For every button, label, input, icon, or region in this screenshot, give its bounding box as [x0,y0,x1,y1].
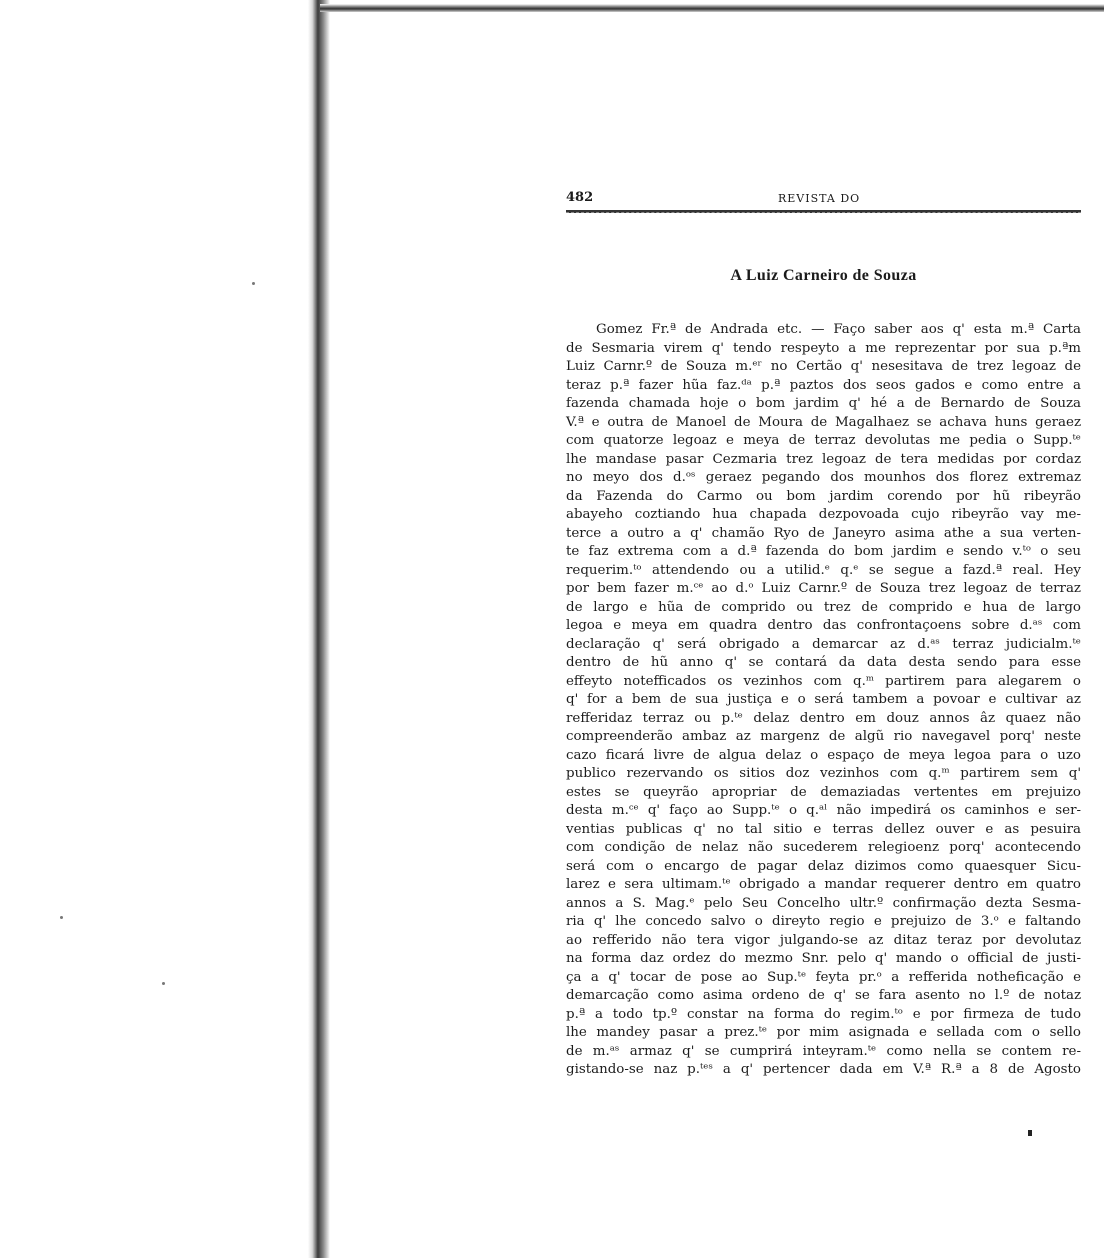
book-page [566,188,1081,1080]
text-line: desta m.ᶜᵉ q' faço ao Supp.ᵗᵉ o q.ᵃˡ não impedirá os caminhos e ser- [566,803,1081,818]
text-line: terce a outro a q' chamão Ryo de Janeyro asima athe a sua verten- [566,525,1081,541]
facing-page-blank [0,0,310,1258]
text-line: ventias publicas q' no tal sitio e terras dellez ouver e as pesuira [566,821,1081,837]
text-line: V.ª e outra de Manoel de Moura de Magalhaez se achava huns geraez [566,414,1081,430]
scan-speck [252,282,255,285]
text-line: no meyo dos d.ᵒˢ geraez pegando dos mounhos dos florez extremaz [566,470,1081,485]
running-head [566,188,1081,208]
text-line: effeyto notefficados os vezinhos com q.ᵐ partirem para alegarem o [566,673,1081,689]
text-line: de Sesmaria virem q' tendo respeyto a me reprezentar por sua p.ªm [566,340,1081,356]
book-spine-edge [308,0,330,1258]
text-line: com condição de nelaz não sucederem relegioenz porq' acontecendo [566,840,1081,855]
scan-speck [60,916,63,919]
text-line: larez e sera ultimam.ᵗᵉ obrigado a mandar requerer dentro em quatro [566,877,1081,892]
text-line: será com o encargo de pagar delaz dizimos como quaesquer Sicu- [566,858,1081,874]
text-line: q' for a bem de sua justiça e o será tambem a povoar e cultivar az [566,692,1081,707]
page-number: 482 [566,190,594,205]
text-line: dentro de hũ anno q' se contará da data desta sendo para esse [566,655,1081,670]
text-line: de m.ᵃˢ armaz q' se cumprirá inteyram.ᵗᵉ como nella se contem re- [566,1043,1081,1059]
text-line: requerim.ᵗᵒ attendendo ou a utilid.ᵉ q.ᵉ se segue a fazd.ª real. Hey [566,562,1081,578]
text-line: cazo ficará livre de algua delaz o espaço de meya legoa para o uzo [566,747,1081,763]
text-line: da Fazenda do Carmo ou bom jardim corendo por hũ ribeyrão [566,488,1081,504]
text-line: teraz p.ª fazer hũa faz.ᵈᵃ p.ª paztos dos seos gados e como entre a [566,377,1081,393]
document-heading: A Luiz Carneiro de Souza [730,267,917,284]
text-line: compreenderão ambaz az margenz de algũ rio navegavel porq' neste [566,729,1081,744]
text-line: Gomez Fr.ª de Andrada etc. — Faço saber aos q' esta m.ª Carta [596,322,1081,337]
text-line: gistando-se naz p.ᵗᵉˢ a q' pertencer dada em V.ª R.ª a 8 de Agosto [566,1062,1081,1077]
text-line: refferidaz terraz ou p.ᵗᵉ delaz dentro em douz annos âz quaez não [566,710,1081,726]
page-mark [1028,1130,1032,1136]
text-line: lhe mandase pasar Cezmaria trez legoaz de tera medidas por cordaz [566,451,1081,467]
text-line: te faz extrema com a d.ª fazenda do bom jardim e sendo v.ᵗᵒ o seu [566,544,1081,559]
text-line: por bem fazer m.ᶜᵉ ao d.ᵒ Luiz Carnr.º de Souza trez legoaz de terraz [566,581,1081,596]
text-line: legoa e meya em quadra dentro das confrontaçoens sobre d.ᵃˢ com [566,618,1081,633]
text-line: demarcação como asima ordeno de q' se fara asento no l.º de notaz [566,988,1081,1003]
text-line: declaração q' será obrigado a demarcar az d.ᵃˢ terraz judicialm.ᵗᵉ [566,636,1081,652]
text-line: de largo e hũa de comprido ou trez de comprido e hua de largo [566,599,1081,615]
text-line: estes se queyrão apropriar de demaziadas vertentes em prejuizo [566,784,1081,800]
text-line: Luiz Carnr.º de Souza m.ᵉʳ no Certão q' nesesitava de trez legoaz de [566,359,1081,374]
text-line: lhe mandey pasar a prez.ᵗᵉ por mim asignada e sellada com o sello [566,1025,1081,1040]
running-title: REVISTA DO [778,192,861,205]
header-rule [566,210,1081,213]
text-line: ria q' lhe concedo salvo o direyto regio e prejuizo de 3.ᵒ e faltando [566,914,1081,929]
text-line: fazenda chamada hoje o bom jardim q' hé a de Bernardo de Souza [566,396,1081,411]
text-line: abayeho coztiando hua chapada dezpovoada cujo ribeyrão vay me- [566,507,1081,522]
text-line: na forma daz ordez do mezmo Snr. pelo q' mando o official de justi- [566,951,1081,966]
text-line: publico rezervando os sitios doz vezinhos com q.ᵐ partirem sem q' [566,766,1081,781]
text-line: annos a S. Mag.ᵉ pelo Seu Concelho ultr.º confirmação dezta Sesma- [566,895,1081,911]
text-line: ao refferido não tera vigor julgando-se az ditaz teraz por devolutaz [566,932,1081,948]
document-body [566,321,1081,1080]
text-line: p.ª a todo tp.º constar na forma do regim.ᵗᵒ e por firmeza de tudo [566,1006,1081,1022]
scan-speck [162,982,165,985]
text-line: ça a q' tocar de pose ao Sup.ᵗᵉ feyta pr.ᵒ a refferida notheficação e [566,969,1081,985]
page-top-edge [320,4,1104,12]
text-line: com quatorze legoaz e meya de terraz devolutas me pedia o Supp.ᵗᵉ [566,433,1081,448]
